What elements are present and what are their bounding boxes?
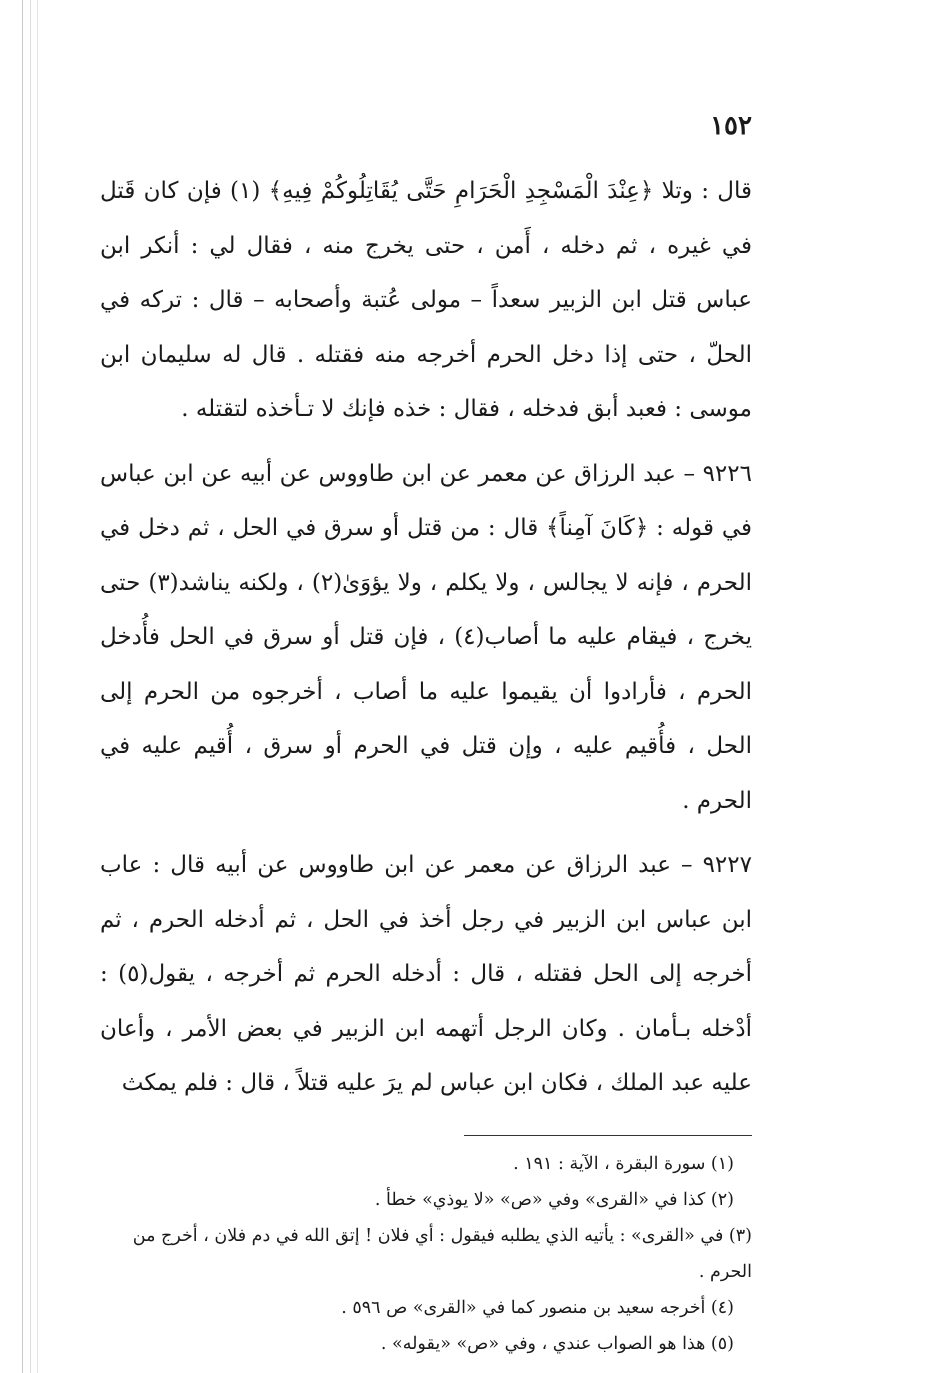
- footnote-2: (٢) كذا في «القرى» وفي «ص» «لا يوذي» خطأ .: [374, 1189, 734, 1210]
- scan-edge-line: [37, 0, 38, 1373]
- paragraph-hadith-9227: ٩٢٢٧ – عبد الرزاق عن معمر عن ابن طاووس عن أبيه قال : عاب ابن عباس ابن الزبير في رجل أخذ في الحل ، ثم أدخله الحرم ، ثم أخرجه إلى الحل فقتله ، قال : أدخله الحرم ثم أخرجه ، يقول(٥) : أدْخله بـأمان . وكان الرجل أتهمه ابن الزبير في بعض الأمر ، وأعان عليه عبد الملك ، فكان ابن عباس لم يرَ عليه قتلاً ، قال : فلم يمكث: [100, 852, 752, 1096]
- footnote-1: (١) سورة البقرة ، الآية : ١٩١ .: [513, 1153, 734, 1174]
- paragraph-hadith-9226: ٩٢٢٦ – عبد الرزاق عن معمر عن ابن طاووس عن أبيه عن ابن عباس في قوله : ﴿كَانَ آمِناً﴾ قال : من قتل أو سرق في الحل ، ثم دخل في الحرم ، فإنه لا يجالس ، ولا يكلم ، ولا يؤوَىٰ(٢) ، ولكنه يناشد(٣) حتى يخرج ، فيقام عليه ما أصاب(٤) ، فإن قتل أو سرق في الحل فأُدخل الحرم ، فأرادوا أن يقيموا عليه ما أصاب ، أخرجوه من الحرم إلى الحل ، فأُقيم عليه ، وإن قتل في الحرم أو سرق ، أُقيم عليه في الحرم .: [100, 460, 752, 814]
- footnote-divider: [464, 1135, 752, 1136]
- scan-edge-line: [22, 0, 23, 1373]
- footnote-4: (٤) أخرجه سعيد بن منصور كما في «القرى» ص ٥٩٦ .: [341, 1297, 734, 1318]
- footnote-divider-wrap: [100, 1135, 752, 1136]
- page-number: ١٥٢: [710, 111, 752, 141]
- footnotes: [100, 1146, 752, 1362]
- footnote-5: (٥) هذا هو الصواب عندي ، وفي «ص» «يقوله» .: [380, 1333, 734, 1354]
- book-page: [100, 108, 752, 1362]
- footnote-3: (٣) في «القرى» : يأتيه الذي يطلبه فيقول : أي فلان ! إتق الله في دم فلان ، أخرج من الحرم .: [132, 1225, 752, 1282]
- scan-edge-line: [30, 0, 31, 1373]
- paragraph-intro: قال : وتلا ﴿عِنْدَ الْمَسْجِدِ الْحَرَامِ حَتَّى يُقَاتِلُوكُمْ فِيهِ﴾ (١) فإن كان قَتل في غيره ، ثم دخله ، أَمن ، حتى يخرج منه ، فقال لي : أنكر ابن عباس قتل ابن الزبير سعداً – مولى عُتبة وأصحابه – قال : تركه في الحلّ ، حتى إذا دخل الحرم أخرجه منه فقتله . قال له سليمان ابن موسى : فعبد أبق فدخله ، فقال : خذه فإنك لا تـأخذه لتقتله .: [100, 178, 752, 422]
